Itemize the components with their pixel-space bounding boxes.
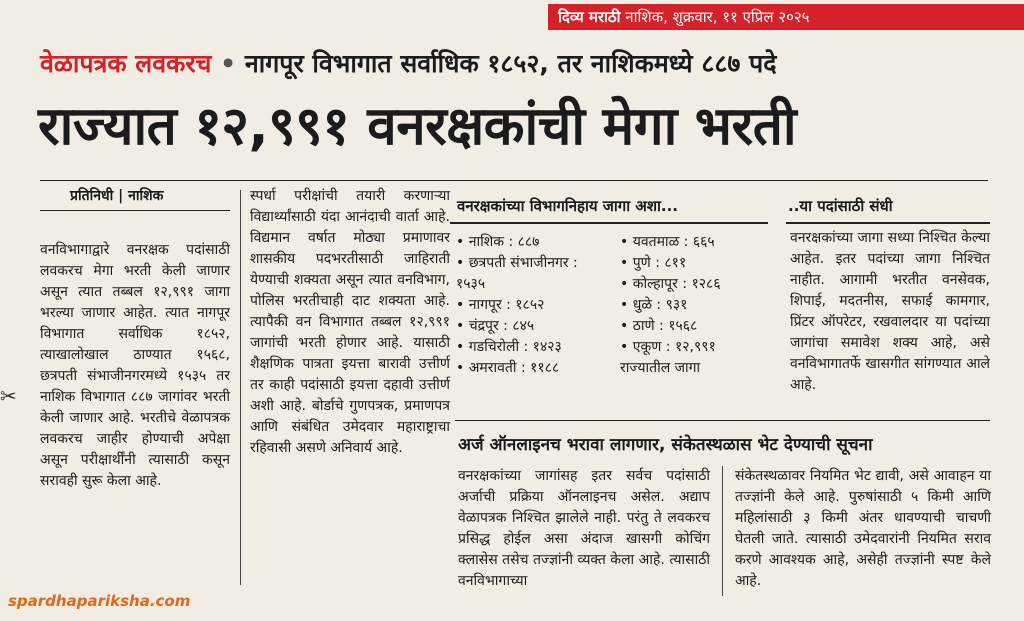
- article-paragraph: वनरक्षकांच्या जागा सध्या निश्चित केल्या आहेत. इतर पदांच्या जागा निश्चित नाहीत. आगामी भरतीत वनसेवक, शिपाई, मदतनीस, सफाई कामगार, प्रिंटर ऑपरेटर, रखवालदार या पदांच्या जागांचा समावेश शक्य आहे, असे वनविभागातर्फे खासगीत सांगण्यात आले आहे.: [790, 230, 990, 393]
- region-item: • ठाणे : १५६८: [620, 318, 698, 334]
- article-paragraph: स्पर्धा परीक्षांची तयारी करणाऱ्या विद्यार्थ्यांसाठी यंदा आनंदाची वार्ता आहे. विद्यमान वर्षात मोठ्या प्रमाणावर शासकीय पदभरतीसाठी जाहिराती येण्याची शक्यता असून त्यात वनविभाग, पोलिस भरतीचाही दाट शक्यता आहे. त्यापैकी वन विभागात तब्बल १२,९९१ जागांची भरती होणार आहे. यासाठी शैक्षणिक पात्रता इयत्ता बारावी उत्तीर्ण तर काही पदांसाठी इयत्ता दहावी उत्तीर्ण अशी आहे. बोर्डाचे गुणपत्रक, प्रमाणपत्र आणि संबंधित उमेदवार महाराष्ट्राचा रहिवासी असणे अनिवार्य आहे.: [250, 188, 450, 456]
- article-column-1: [40, 240, 230, 492]
- column-divider: [240, 190, 241, 585]
- region-item: • एकूण : १२,९९१: [620, 339, 716, 355]
- kicker-text: नागपूर विभागात सर्वाधिक १८५२, तर नाशिकमध्ये ८८७ पदे: [244, 49, 777, 78]
- headline: राज्यात १२,९९१ वनरक्षकांची मेगा भरती: [38, 96, 797, 157]
- kicker: [40, 46, 777, 82]
- region-item: • अमरावती : ११८८: [456, 360, 560, 376]
- region-item: • नागपूर : १८५२: [456, 297, 545, 313]
- online-application-heading: अर्ज ऑनलाइनच भरावा लागणार, संकेतस्थळास भेट देण्याची सूचना: [458, 435, 873, 455]
- region-item: • कोल्हापूर : १२८६: [620, 276, 721, 292]
- kicker-highlight: वेळापत्रक लवकरच: [40, 49, 212, 78]
- headline-rule: [40, 180, 988, 181]
- region-item: • छत्रपती संभाजीनगर :: [456, 255, 578, 271]
- column-divider: [722, 466, 723, 596]
- region-item: • धुळे : ९३१: [620, 297, 688, 313]
- bullet-separator: •: [220, 49, 237, 78]
- dateline: नाशिक, शुक्रवार, ११ एप्रिल २०२५: [625, 8, 810, 26]
- article-column-4: [735, 466, 991, 592]
- region-item: • चंद्रपूर : ८४५: [456, 318, 535, 334]
- byline: प्रतिनिधी | नाशिक: [70, 188, 164, 204]
- region-item: • पुणे : ८११: [620, 255, 687, 271]
- article-column-3: [458, 466, 710, 592]
- section-rule: [455, 420, 990, 421]
- masthead: [548, 4, 1024, 30]
- region-item: • गडचिरोली : १४२३: [456, 339, 562, 355]
- regional-seats-box: [450, 222, 768, 394]
- opportunities-column: [790, 228, 990, 396]
- article-column-2: [250, 186, 450, 459]
- region-item: • यवतमाळ : ६६५: [620, 234, 715, 250]
- region-item: • नाशिक : ८८७: [456, 234, 540, 250]
- region-item: १५३५: [456, 276, 486, 292]
- scissors-icon: ✂: [0, 384, 17, 408]
- opportunities-title: ..या पदांसाठी संधी: [788, 197, 893, 215]
- regions-right: [620, 232, 765, 379]
- article-paragraph: संकेतस्थळावर नियमित भेट द्यावी, असे आवाहन या तज्ज्ञांनी केले आहे. पुरुषांसाठी ५ किमी आणि महिलांसाठी ३ किमी अंतर धावण्याची चाचणी घेतली जाते. त्यासाठी उमेदवारांनी नियमित सराव करणे आवश्यक आहे, असेही तज्ज्ञांनी स्पष्ट केले आहे.: [735, 468, 991, 589]
- article-paragraph: वनविभागाद्वारे वनरक्षक पदांसाठी लवकरच मेगा भरती केली जाणार असून त्यात तब्बल १२,९९१ जागा भरल्या जाणार आहेत. त्यात नागपूर विभागात सर्वाधिक १८५२, त्याखालोखाल ठाण्यात १५६८, छत्रपती संभाजीनगरमध्ये १५३५ तर नाशिक विभागात ८८७ जागांवर भरती केली जाणार आहे. भरतीचे वेळापत्रक लवकरच जाहीर होण्याची अपेक्षा असून परीक्षार्थींनी त्यासाठी कसून सरावही सुरू केला आहे.: [40, 242, 230, 489]
- article-paragraph: वनरक्षकांच्या जागांसह इतर सर्वच पदांसाठी अर्जाची प्रक्रिया ऑनलाइनच असेल. अद्याप वेळापत्रक निश्चित झालेले नाही. परंतु ते लवकरच प्रसिद्ध होईल असा अंदाज खासगी कोचिंग क्लासेस तसेच तज्ज्ञांनी व्यक्त केला आहे. त्यासाठी वनविभागाच्या: [458, 468, 710, 589]
- opportunities-rule: [786, 222, 990, 224]
- regional-seats-title: वनरक्षकांच्या विभागनिहाय जागा अशा...: [457, 197, 678, 215]
- newspaper-name: दिव्य मराठी: [558, 8, 621, 26]
- regions-left: [456, 232, 616, 379]
- region-item: राज्यातील जागा: [620, 360, 701, 376]
- byline-rule: [40, 210, 230, 211]
- watermark: spardhapariksha.com: [8, 592, 191, 610]
